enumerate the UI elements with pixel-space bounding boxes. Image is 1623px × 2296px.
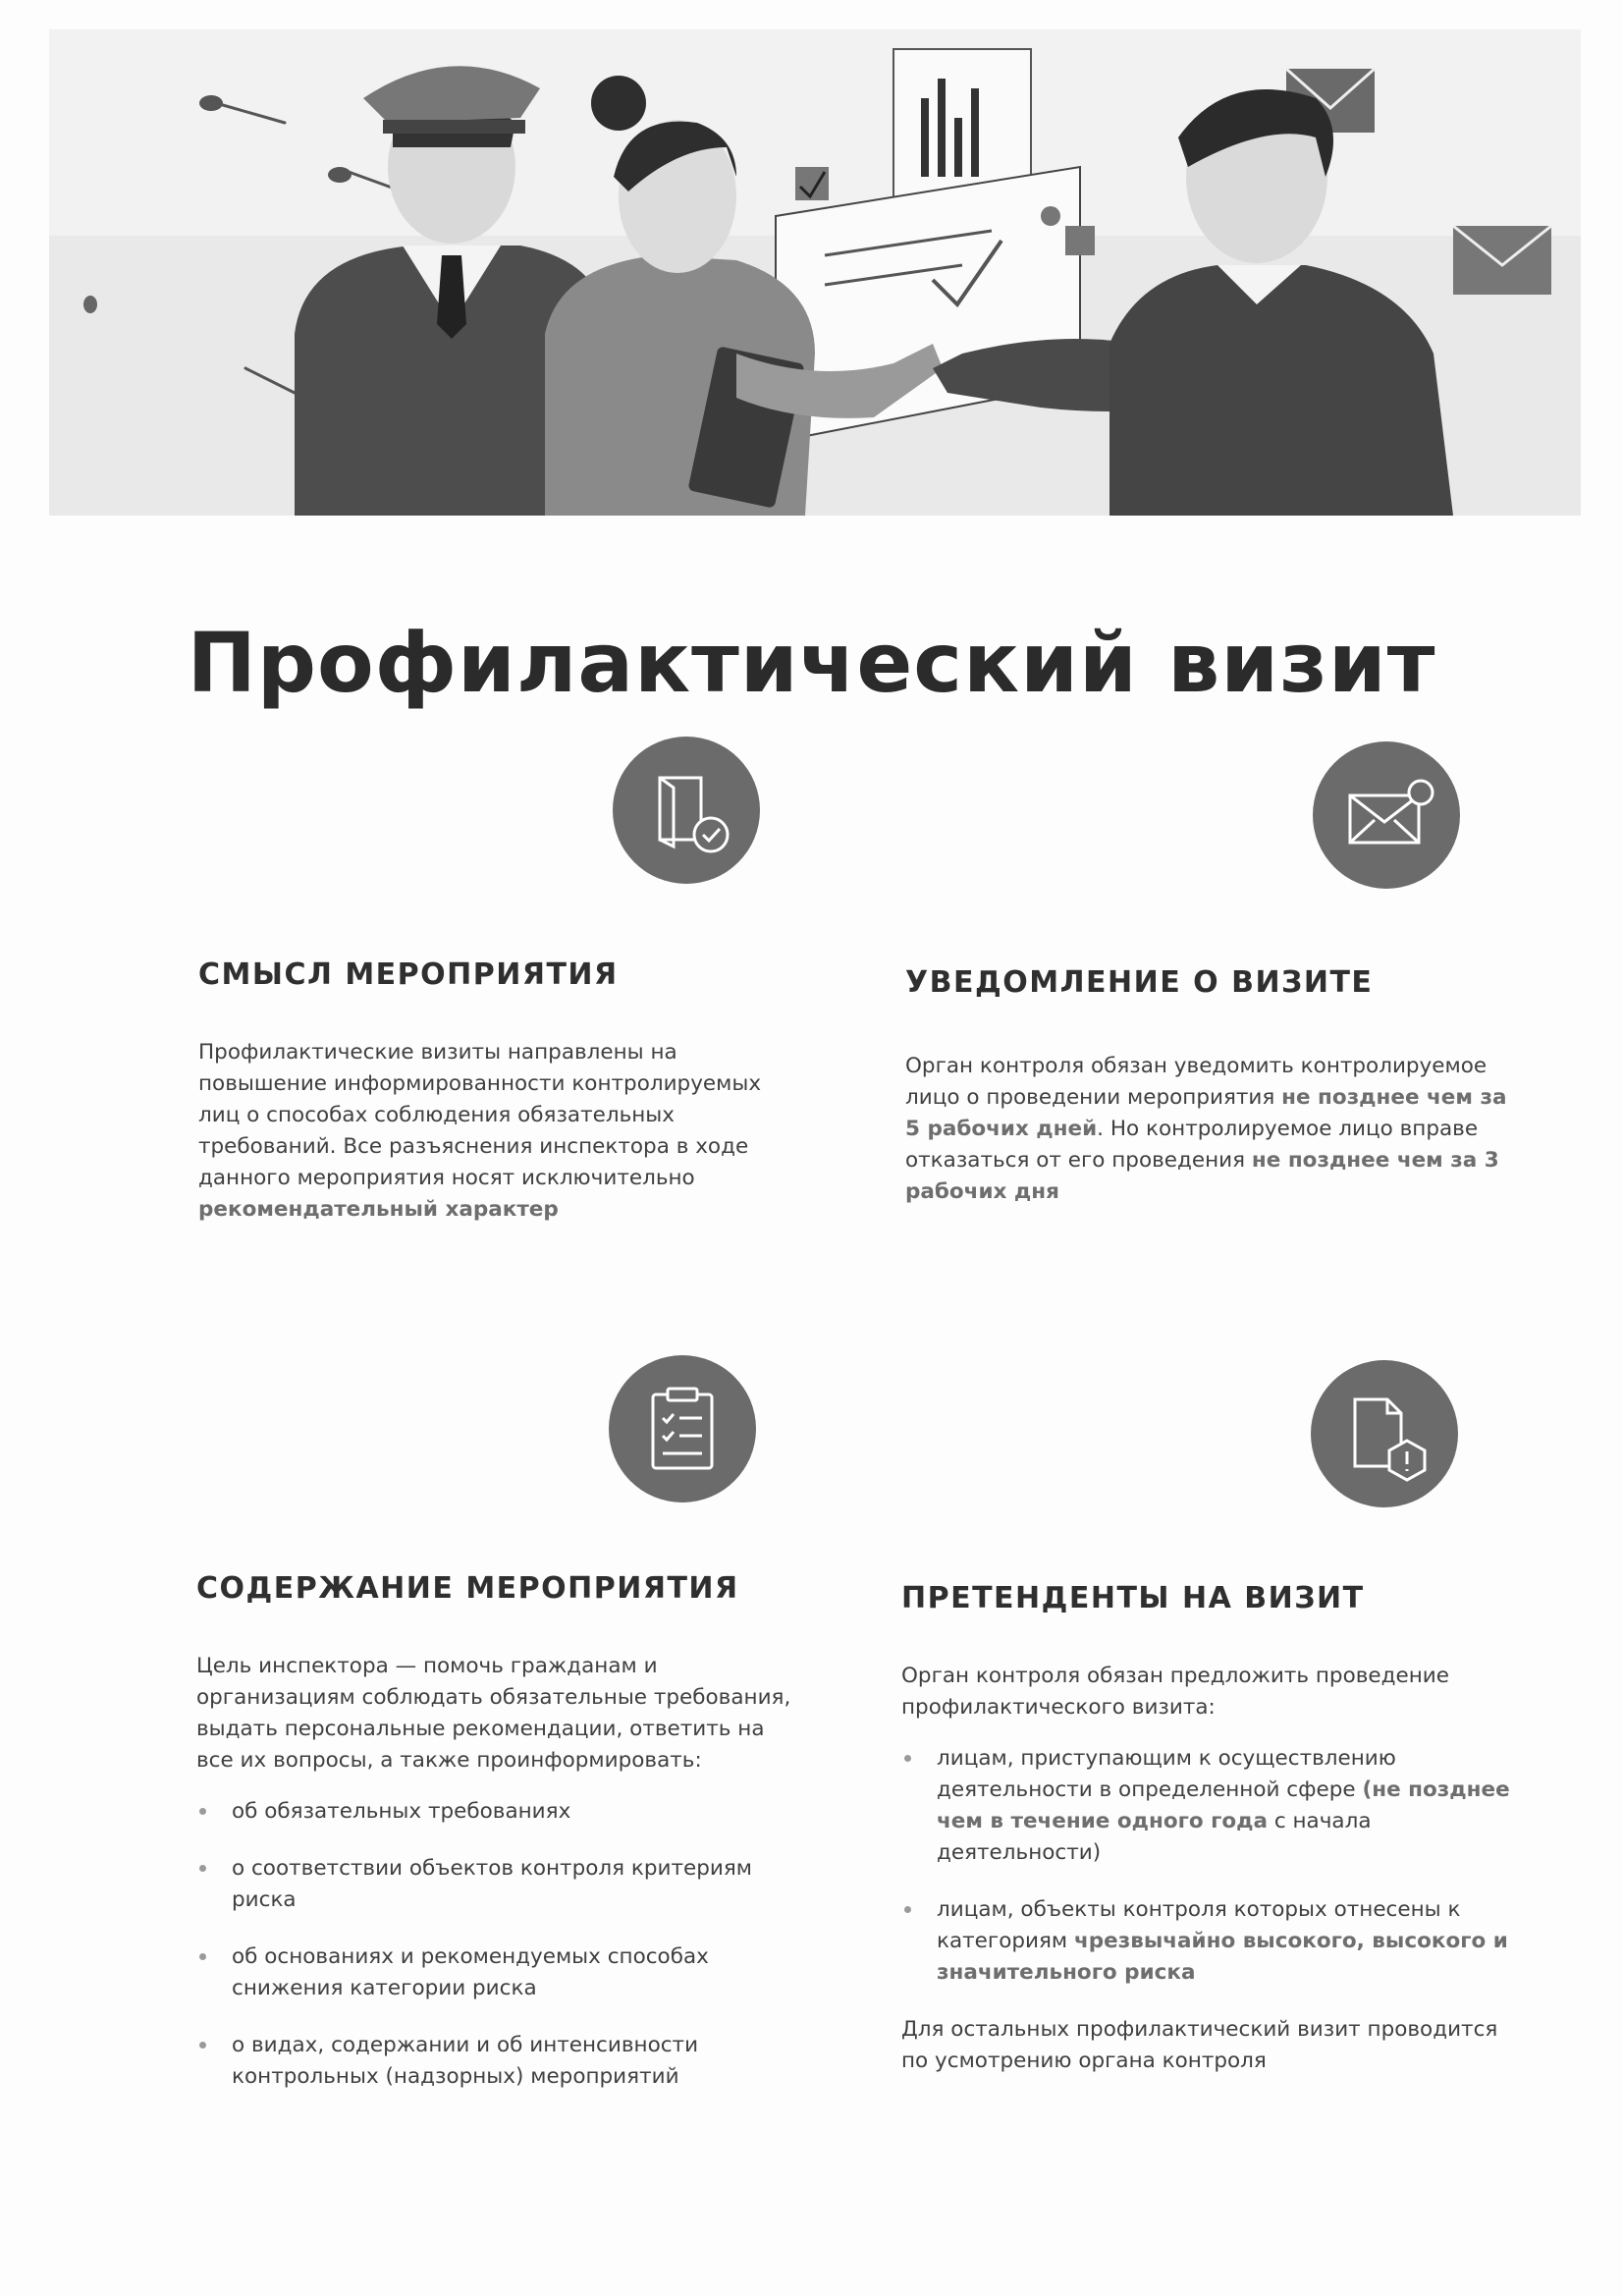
section-heading: СОДЕРЖАНИЕ МЕРОПРИЯТИЯ [196, 1571, 739, 1606]
list-item [901, 1743, 1510, 1869]
section-candidates [901, 1581, 1510, 2077]
list-item: о соответствии объектов контроля критериям риска [196, 1853, 805, 1916]
section-outro: Для остальных профилактический визит проводится по усмотрению органа контроля [901, 2017, 1498, 2073]
list-item-text: лицам, объекты контроля которых отнесены к категориям [937, 1897, 1461, 1953]
section-heading: СМЫСЛ МЕРОПРИЯТИЯ [198, 957, 619, 992]
envelope-notification-icon [1313, 741, 1460, 889]
list-item: об основаниях и рекомендуемых способах снижения категории риска [196, 1941, 805, 2004]
section-text: Профилактические визиты направлены на повышение информированности контролируемых лиц о способах соблюдения обязательных требований. Все разъяснения инспектора в ходе данного мероприятия носят исключительно [198, 1040, 762, 1190]
section-body [905, 1051, 1514, 1208]
list-item [901, 1894, 1510, 1989]
section-highlight: рекомендательный характер [198, 1197, 559, 1222]
section-body [901, 1661, 1510, 2077]
section-text: . Но контролируемое лицо вправе отказаться от его проведения [905, 1117, 1479, 1173]
section-meaning [198, 957, 807, 1226]
clipboard-checklist-icon [609, 1355, 756, 1503]
document-check-icon [613, 737, 760, 884]
section-content [196, 1571, 805, 2118]
hero-illustration [49, 29, 1581, 516]
section-heading: УВЕДОМЛЕНИЕ О ВИЗИТЕ [905, 965, 1374, 1000]
document-warning-icon [1311, 1360, 1458, 1507]
section-notification [905, 965, 1514, 1208]
section-body [198, 1037, 807, 1226]
list-item: о видах, содержании и об интенсивности контрольных (надзорных) мероприятий [196, 2030, 805, 2093]
bullet-list [196, 1796, 805, 2093]
list-item-highlight: чрезвычайно высокого, высокого и значительного риска [937, 1929, 1508, 1985]
list-item-text: с начала деятельности) [937, 1809, 1372, 1865]
section-text: Орган контроля обязан уведомить контролируемое лицо о проведении мероприятия [905, 1054, 1488, 1110]
list-item: об обязательных требованиях [196, 1796, 805, 1828]
section-highlight: не позднее чем за 5 рабочих дней [905, 1085, 1507, 1141]
section-intro: Цель инспектора — помочь гражданам и организациям соблюдать обязательные требования, выдать персональные рекомендации, ответить на все их вопросы, а также проинформировать: [196, 1654, 791, 1773]
page-title: Профилактический визит [187, 615, 1436, 712]
section-heading: ПРЕТЕНДЕНТЫ НА ВИЗИТ [901, 1581, 1365, 1615]
section-body [196, 1651, 805, 2093]
list-item-highlight: (не позднее чем в течение одного года [937, 1777, 1510, 1833]
bullet-list [901, 1743, 1510, 1989]
section-intro: Орган контроля обязан предложить проведение профилактического визита: [901, 1664, 1449, 1720]
list-item-text: лицам, приступающим к осуществлению деятельности в определенной сфере [937, 1746, 1396, 1802]
section-highlight: не позднее чем за 3 рабочих дня [905, 1148, 1499, 1204]
